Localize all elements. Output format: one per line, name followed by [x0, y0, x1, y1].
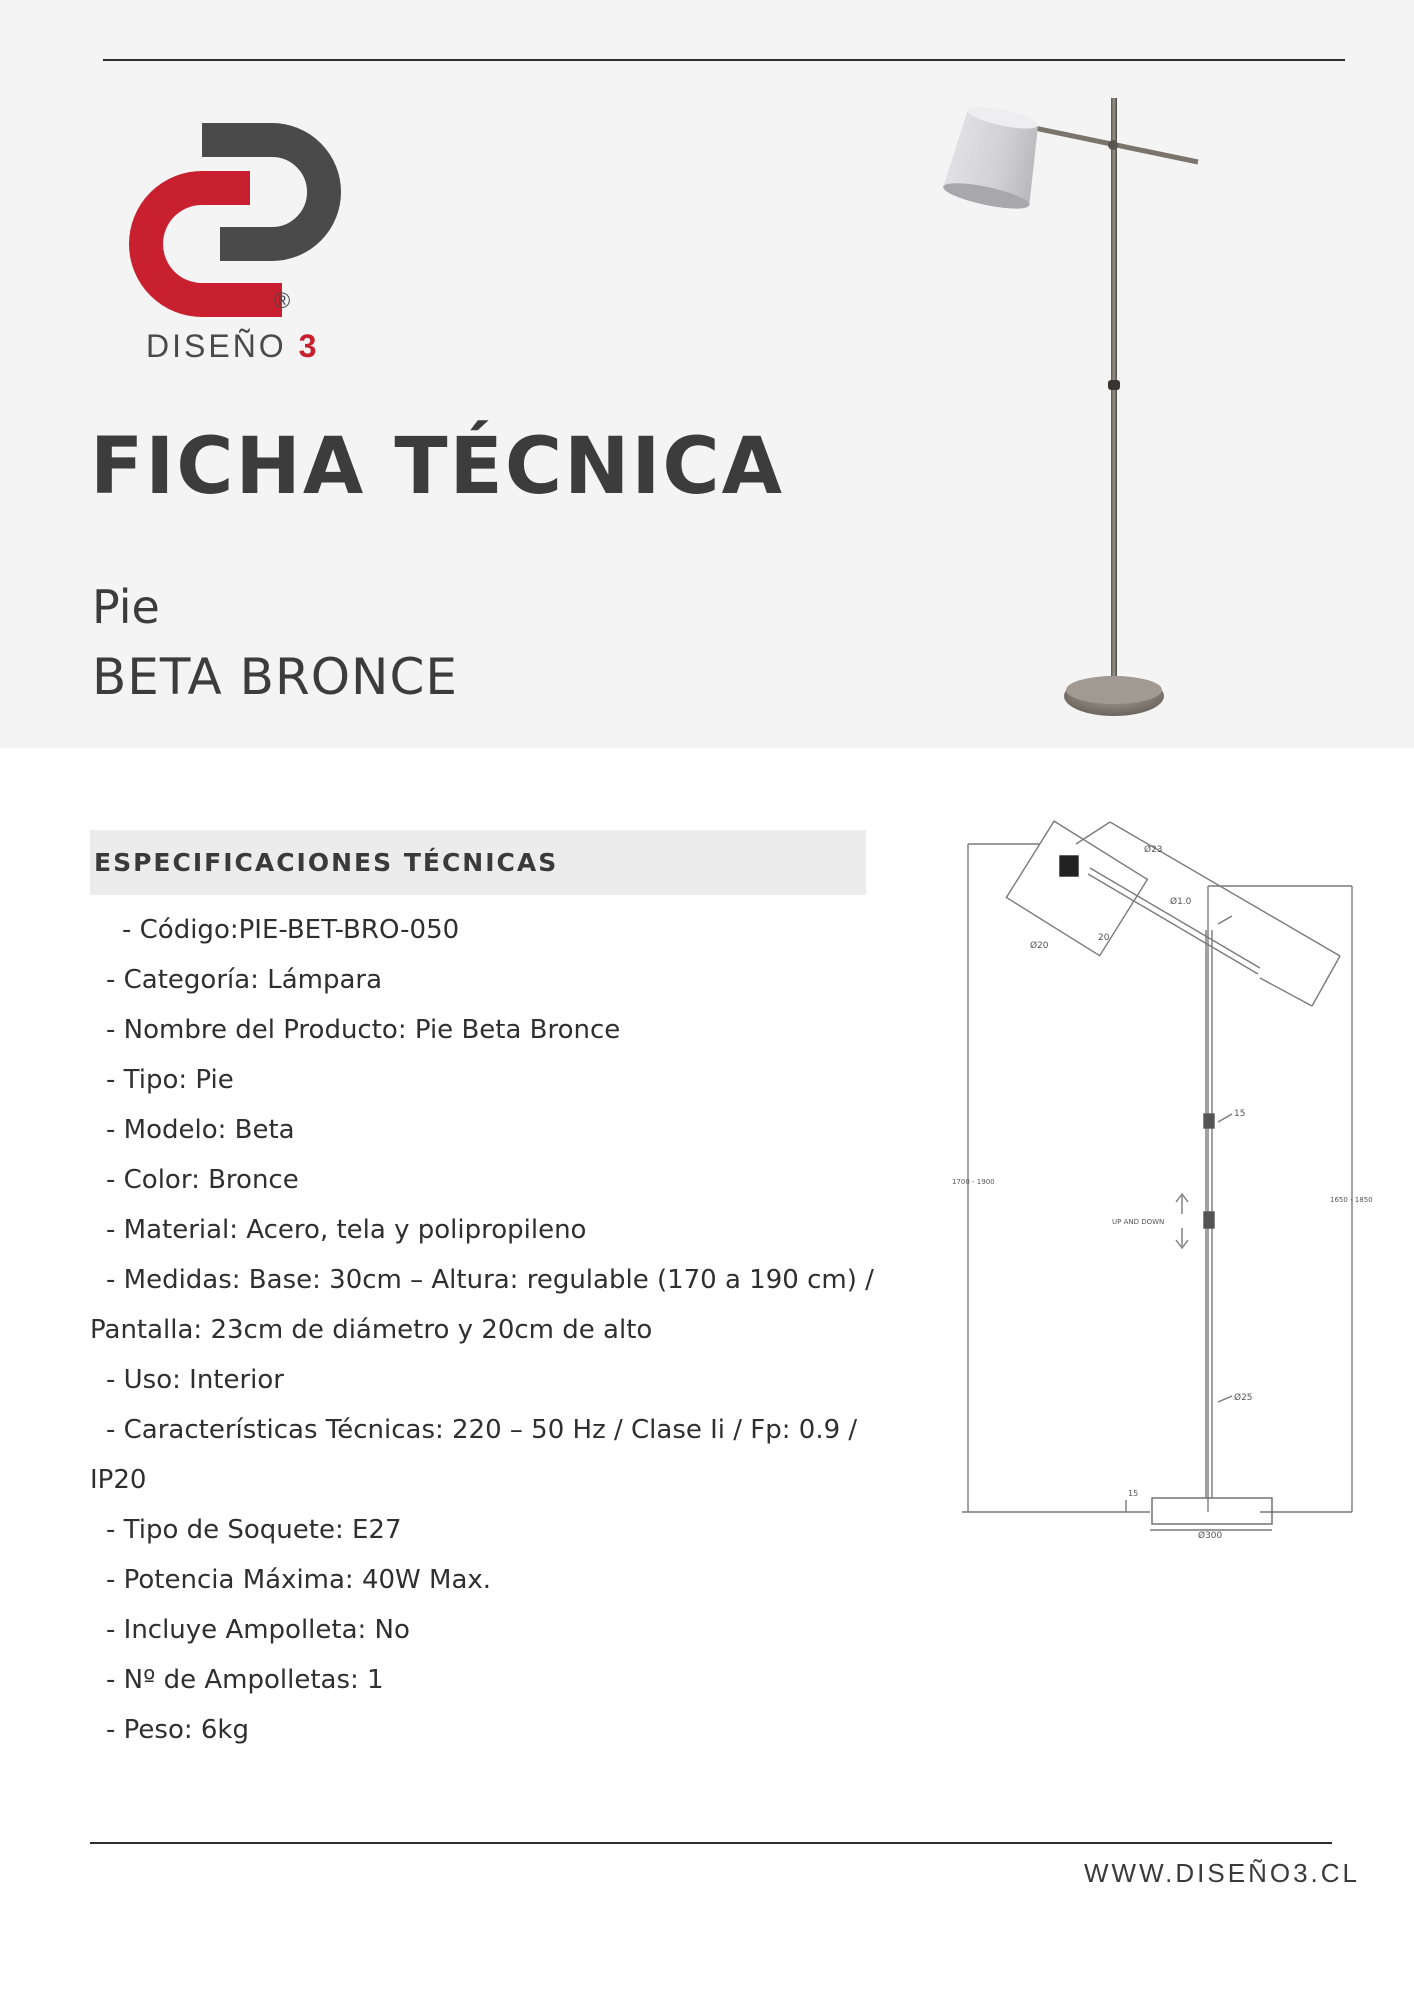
dim-height-left: 1700 - 1900 [952, 1178, 995, 1186]
spec-item-bulb-included: - Incluye Ampolleta: No [106, 1615, 410, 1645]
spec-item-model: - Modelo: Beta [106, 1115, 295, 1145]
spec-item-code: - Código:PIE-BET-BRO-050 [122, 915, 460, 945]
dim-base-width: Ø300 [1198, 1531, 1223, 1541]
spec-item-use: - Uso: Interior [106, 1365, 285, 1395]
brand-wordmark [146, 328, 319, 365]
dim-shade-side: 20 [1098, 933, 1110, 943]
brand-name-number: 3 [298, 328, 320, 364]
brand-name-text: DISEÑO [146, 328, 287, 364]
spec-item-technical: - Características Técnicas: 220 – 50 Hz / Clase Ii / Fp: 0.9 / [106, 1415, 858, 1445]
website-link[interactable]: WWW.DISEÑO3.CL [1084, 1858, 1361, 1888]
spec-item-technical-cont: IP20 [90, 1465, 147, 1495]
specs-heading: ESPECIFICACIONES TÉCNICAS [94, 848, 559, 877]
spec-item-dimensions: - Medidas: Base: 30cm – Altura: regulable (170 a 190 cm) / [106, 1265, 874, 1295]
specs-heading-bar [90, 830, 866, 895]
dim-arm-top: Ø23 [1144, 845, 1163, 855]
spec-item-category: - Categoría: Lámpara [106, 965, 383, 995]
technical-drawing [952, 800, 1380, 1541]
product-type: Pie [92, 580, 160, 634]
spec-item-dimensions-cont: Pantalla: 23cm de diámetro y 20cm de alto [90, 1315, 653, 1345]
top-divider [103, 59, 1345, 61]
registered-mark: ® [274, 288, 291, 313]
bottom-divider [90, 1842, 1332, 1844]
dim-knob: 15 [1234, 1109, 1246, 1119]
label-up-down: UP AND DOWN [1112, 1218, 1165, 1226]
spec-item-socket: - Tipo de Soquete: E27 [106, 1515, 402, 1545]
lamp-photo [920, 90, 1210, 720]
specs-list [90, 905, 902, 1755]
dim-base-height: 15 [1128, 1489, 1139, 1498]
spec-item-color: - Color: Bronce [106, 1165, 299, 1195]
spec-item-weight: - Peso: 6kg [106, 1715, 249, 1745]
spec-item-bulb-count: - Nº de Ampolletas: 1 [106, 1665, 384, 1695]
spec-item-product-name: - Nombre del Producto: Pie Beta Bronce [106, 1015, 621, 1045]
page-title: FICHA TÉCNICA [90, 422, 784, 512]
spec-item-material: - Material: Acero, tela y polipropileno [106, 1215, 587, 1245]
dim-arm-joint: Ø1.0 [1170, 897, 1192, 907]
dim-shade-left: Ø20 [1030, 941, 1049, 951]
spec-item-type: - Tipo: Pie [106, 1065, 234, 1095]
spec-item-power: - Potencia Máxima: 40W Max. [106, 1565, 492, 1595]
product-name: BETA BRONCE [92, 648, 458, 706]
dim-pole: Ø25 [1234, 1393, 1253, 1403]
dim-height-right: 1650 - 1850 [1330, 1196, 1373, 1204]
